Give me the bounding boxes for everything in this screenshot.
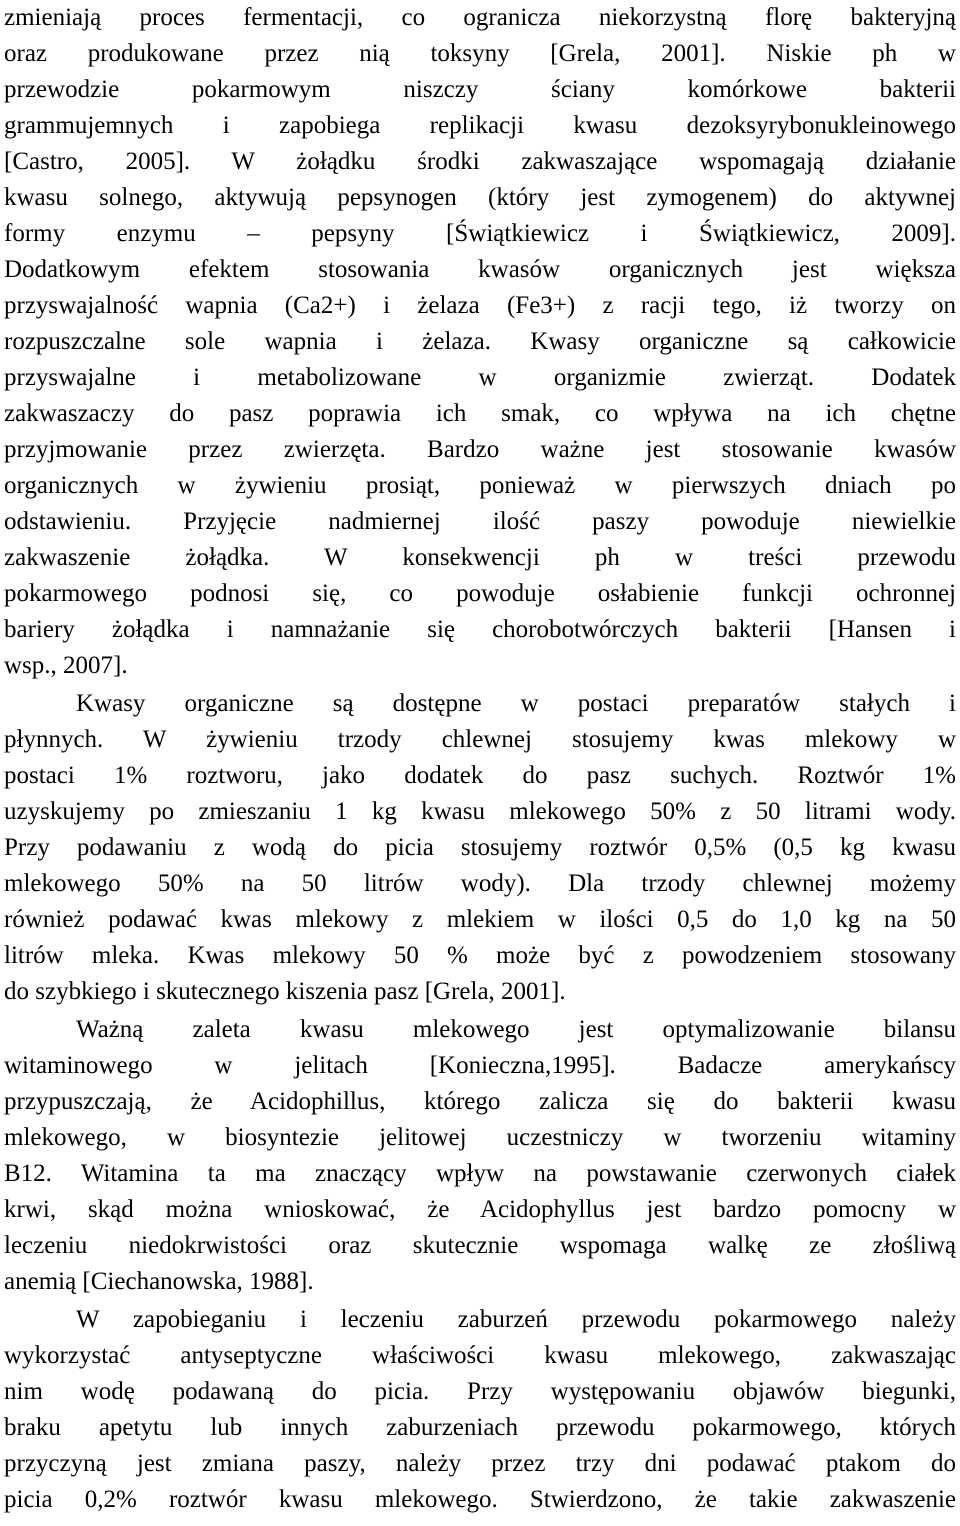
text-line: rozpuszczalne sole wapnia i żelaza. Kwasy organiczne są całkowicie [4,328,956,355]
text-line: litrów mleka. Kwas mlekowy 50 % może być z powodzeniem stosowany [4,942,956,969]
text-line: nim wodę podawaną do picia. Przy występowaniu objawów biegunki, [4,1378,956,1405]
text-line: płynnych. W żywieniu trzody chlewnej stosujemy kwas mlekowy w [4,726,956,753]
text-line: odstawieniu. Przyjęcie nadmiernej ilość paszy powoduje niewielkie [4,508,956,535]
text-line: mlekowego 50% na 50 litrów wody). Dla trzody chlewnej możemy [4,870,956,897]
text-line: uzyskujemy po zmieszaniu 1 kg kwasu mlekowego 50% z 50 litrami wody. [4,798,956,825]
text-line: do szybkiego i skutecznego kiszenia pasz [Grela, 2001]. [4,978,566,1005]
text-line: oraz produkowane przez nią toksyny [Grela, 2001]. Niskie ph w [4,40,956,67]
text-line: wykorzystać antyseptyczne właściwości kwasu mlekowego, zakwaszając [4,1342,956,1369]
text-line: przewodzie pokarmowym niszczy ściany komórkowe bakterii [4,76,956,103]
text-line: zakwaszaczy do pasz poprawia ich smak, co wpływa na ich chętne [4,400,956,427]
text-line: anemią [Ciechanowska, 1988]. [4,1268,314,1295]
paragraph-first-line: Ważną zaleta kwasu mlekowego jest optymalizowanie bilansu [76,1016,956,1043]
text-line: pokarmowego podnosi się, co powoduje osłabienie funkcji ochronnej [4,580,956,607]
text-line: kwasu solnego, aktywują pepsynogen (który jest zymogenem) do aktywnej [4,184,956,211]
text-line: zakwaszenie żołądka. W konsekwencji ph w treści przewodu [4,544,956,571]
text-line: przypuszczają, że Acidophillus, którego zalicza się do bakterii kwasu [4,1088,956,1115]
text-line: mlekowego, w biosyntezie jelitowej uczestniczy w tworzeniu witaminy [4,1124,956,1151]
text-line: leczeniu niedokrwistości oraz skutecznie wspomaga walkę ze złośliwą [4,1232,956,1259]
text-line: przyjmowanie przez zwierzęta. Bardzo ważne jest stosowanie kwasów [4,436,956,463]
text-line: Dodatkowym efektem stosowania kwasów organicznych jest większa [4,256,956,283]
paragraph-first-line: W zapobieganiu i leczeniu zaburzeń przewodu pokarmowego należy [76,1306,956,1333]
text-line: [Castro, 2005]. W żołądku środki zakwaszające wspomagają działanie [4,148,956,175]
text-line: krwi, skąd można wnioskować, że Acidophyllus jest bardzo pomocny w [4,1196,956,1223]
text-line: formy enzymu – pepsyny [Świątkiewicz i Świątkiewicz, 2009]. [4,220,956,247]
text-line: Przy podawaniu z wodą do picia stosujemy roztwór 0,5% (0,5 kg kwasu [4,834,956,861]
text-line: grammujemnych i zapobiega replikacji kwasu dezoksyrybonukleinowego [4,112,956,139]
text-line: przyswajalność wapnia (Ca2+) i żelaza (Fe3+) z racji tego, iż tworzy on [4,292,956,319]
text-line: braku apetytu lub innych zaburzeniach przewodu pokarmowego, których [4,1414,956,1441]
text-line: również podawać kwas mlekowy z mlekiem w ilości 0,5 do 1,0 kg na 50 [4,906,956,933]
text-line: B12. Witamina ta ma znaczący wpływ na powstawanie czerwonych ciałek [4,1160,956,1187]
text-line: przyczyną jest zmiana paszy, należy przez trzy dni podawać ptakom do [4,1450,956,1477]
text-line: postaci 1% roztworu, jako dodatek do pasz suchych. Roztwór 1% [4,762,956,789]
text-line: wsp., 2007]. [4,652,128,679]
text-line: organicznych w żywieniu prosiąt, ponieważ w pierwszych dniach po [4,472,956,499]
text-line: zmieniają proces fermentacji, co ogranicza niekorzystną florę bakteryjną [4,4,956,31]
text-line: przyswajalne i metabolizowane w organizmie zwierząt. Dodatek [4,364,956,391]
text-line: witaminowego w jelitach [Konieczna,1995]. Badacze amerykańscy [4,1052,956,1079]
paragraph-first-line: Kwasy organiczne są dostępne w postaci preparatów stałych i [76,690,956,717]
text-line: picia 0,2% roztwór kwasu mlekowego. Stwierdzono, że takie zakwaszenie [4,1486,956,1513]
text-line: bariery żołądka i namnażanie się chorobotwórczych bakterii [Hansen i [4,616,956,643]
